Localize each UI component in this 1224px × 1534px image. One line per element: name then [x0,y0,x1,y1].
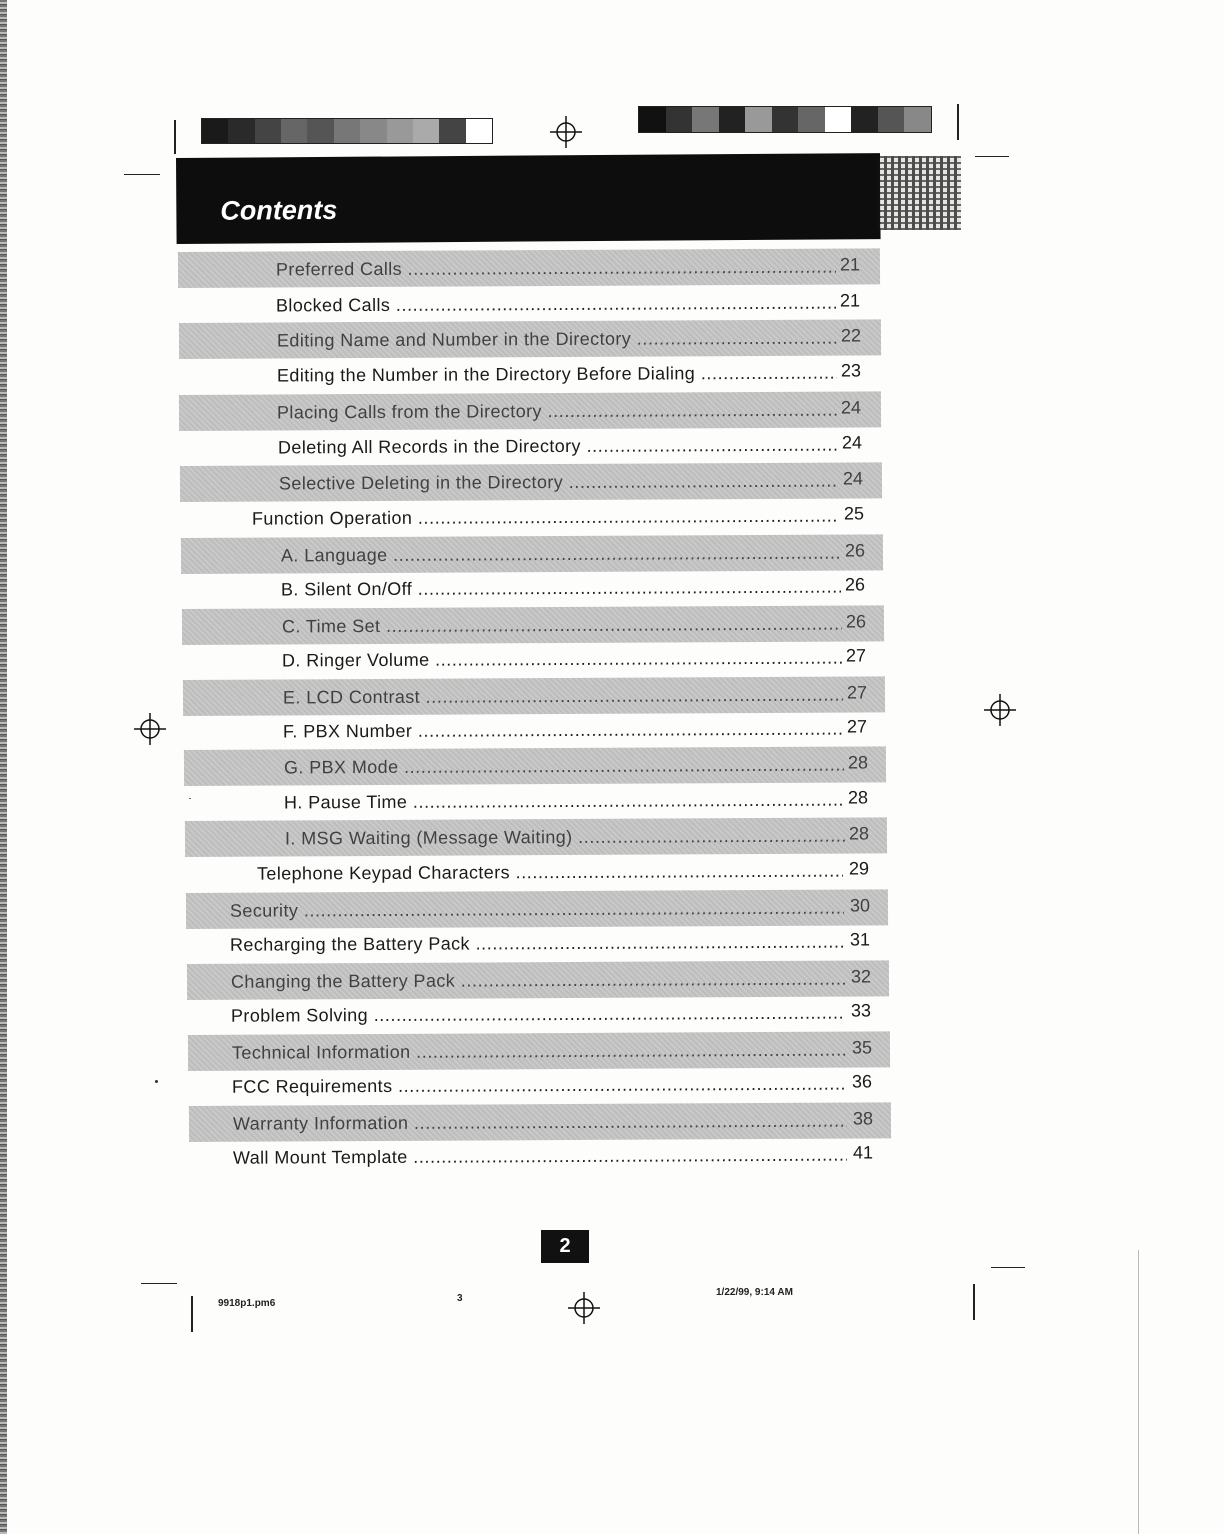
toc-entry-title: Recharging the Battery Pack ..... [230,932,844,956]
toc-entry-page: 32 [850,966,872,987]
toc-entry-title: E. LCD Contrast ..... [283,685,843,709]
toc-entry-page: 33 [850,1000,872,1021]
crop-mark [141,1283,177,1284]
toc-entry-page: 36 [851,1071,873,1092]
toc-entry-page: 35 [851,1037,873,1058]
toc-entry-page: 26 [844,574,866,595]
toc-entry-page: 23 [840,360,862,381]
toc-entry-page: 27 [845,645,867,666]
toc-entry-page: 26 [844,540,866,561]
toc-entry-title: I. MSG Waiting (Message Waiting) ..... [285,826,845,850]
scan-speck [155,1080,158,1083]
toc-entry-page: 28 [847,752,869,773]
toc-entry-page: 30 [849,895,871,916]
footer-timestamp: 1/22/99, 9:14 AM [716,1287,793,1298]
toc-row[interactable] [178,248,880,288]
page-number: 2 [541,1230,589,1263]
toc-entry-title: Technical Information ..... [232,1040,846,1064]
toc-entry-page: 21 [839,254,861,275]
toc-entry-page: 41 [852,1142,874,1163]
toc-entry-title: Warranty Information ..... [233,1111,847,1135]
footer-sheet: 3 [457,1293,463,1304]
toc-entry-page: 27 [846,682,868,703]
toc-row[interactable] [180,462,882,502]
toc-entry-title: Deleting All Records in the Directory ..... [278,435,838,459]
footer-filename: 9918p1.pm6 [218,1298,276,1309]
toc-row[interactable] [183,710,885,750]
calibration-bar-left [201,118,493,144]
toc-entry-title: G. PBX Mode ..... [284,755,844,779]
toc-entry-title: C. Time Set ..... [282,614,842,638]
toc-row[interactable] [179,354,881,394]
toc-entry-title: Editing the Number in the Directory Before Dialing ..... [277,363,837,387]
toc-row[interactable] [186,923,888,963]
toc-entry-title: H. Pause Time ..... [284,790,844,814]
registration-mark-icon [550,116,582,148]
scan-edge-right [1138,1250,1139,1534]
crop-mark [991,1267,1025,1268]
crop-mark [973,1284,975,1320]
toc-row[interactable] [187,994,889,1034]
toc-entry-title: Wall Mount Template ..... [233,1145,847,1169]
crop-mark [191,1296,193,1332]
toc-row[interactable] [189,1136,891,1176]
toc-entry-page: 22 [840,325,862,346]
toc-entry-title: Changing the Battery Pack ..... [231,969,845,993]
page-title: Contents [220,194,338,226]
toc-entry-page: 24 [840,397,862,418]
toc-row[interactable] [179,391,881,431]
toc-entry-title: Problem Solving ..... [231,1003,845,1027]
registration-mark-icon [568,1292,600,1324]
toc-entry-page: 31 [849,929,871,950]
toc-row[interactable] [179,319,881,359]
toc-row[interactable] [182,639,884,679]
toc-entry-page: 29 [848,858,870,879]
toc-row[interactable] [178,284,880,324]
toc-entry-page: 25 [843,503,865,524]
registration-mark-icon [134,713,166,745]
toc-entry-page: 21 [839,290,861,311]
toc-row[interactable] [188,1065,890,1105]
toc-row[interactable] [180,497,882,537]
toc-entry-page: 26 [845,611,867,632]
toc-entry-page: 28 [848,823,870,844]
toc-entry-title: Blocked Calls ..... [276,293,836,317]
toc-row[interactable] [185,817,887,857]
toc-entry-title: FCC Requirements ..... [232,1074,846,1098]
toc-row[interactable] [184,781,886,821]
crop-mark [975,156,1009,157]
calibration-bar-right [638,106,932,133]
toc-entry-title: D. Ringer Volume ..... [282,648,842,672]
toc-entry-title: Editing Name and Number in the Directory ..... [277,328,837,352]
toc-entry-page: 38 [852,1108,874,1129]
toc-row[interactable] [179,426,881,466]
toc-entry-page: 24 [842,468,864,489]
toc-entry-page: 24 [841,432,863,453]
toc-row[interactable] [181,568,883,608]
toc-entry-title: Selective Deleting in the Directory ..... [279,471,839,495]
toc-entry-title: Security ..... [230,898,844,922]
scan-edge [0,0,7,1534]
toc-row[interactable] [185,852,887,892]
barcode-pattern [877,156,961,230]
crop-mark [957,104,959,140]
crop-mark [124,174,160,175]
toc-entry-title: Telephone Keypad Characters ..... [257,861,843,885]
toc-entry-title: Preferred Calls ..... [276,257,836,281]
header-band [176,153,881,244]
toc-entry-page: 27 [846,716,868,737]
scan-speck [189,798,191,799]
toc-entry-title: B. Silent On/Off ..... [281,577,841,601]
toc-entry-title: F. PBX Number ..... [283,719,843,743]
toc-entry-title: Placing Calls from the Directory ..... [277,400,837,424]
toc-entry-page: 28 [847,787,869,808]
toc-entry-title: Function Operation ..... [252,506,838,530]
toc-entry-title: A. Language ..... [281,543,841,567]
crop-mark [174,120,176,154]
toc-row[interactable] [184,746,886,786]
registration-mark-icon [984,694,1016,726]
